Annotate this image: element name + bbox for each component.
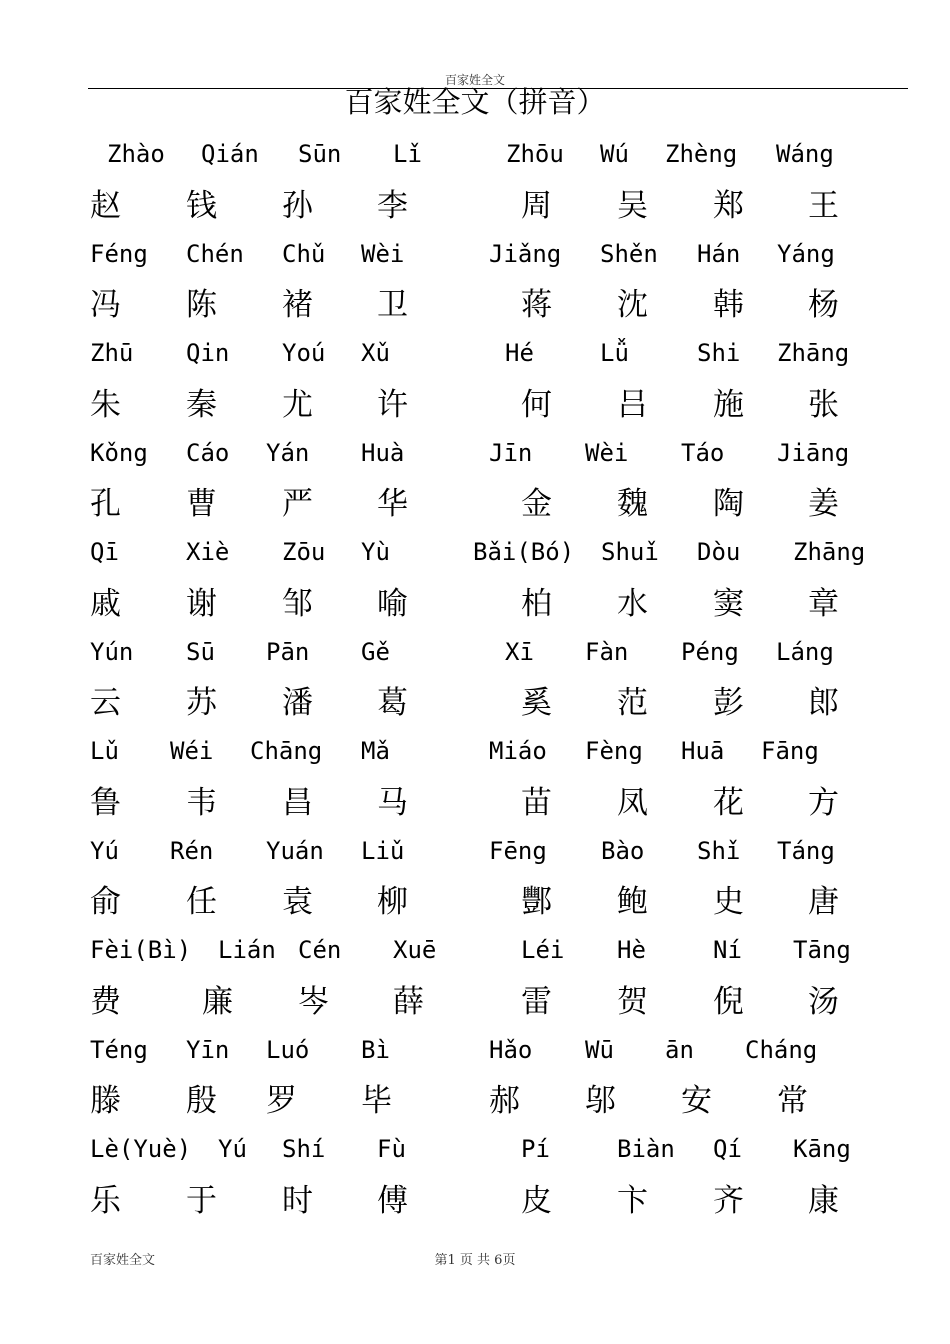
pinyin-cell: Yuán xyxy=(266,836,324,865)
pinyin-cell: Lǚ xyxy=(600,339,629,367)
pinyin-cell: Wèi xyxy=(361,239,405,268)
surname-cell: 潘 xyxy=(282,685,313,722)
pinyin-cell: Léi xyxy=(521,936,565,964)
surname-cell: 花 xyxy=(713,784,744,821)
surname-cell: 蒋 xyxy=(521,287,552,324)
hanzi-row xyxy=(0,881,950,931)
pinyin-cell: Tāng xyxy=(793,936,851,964)
pinyin-cell: Jiǎng xyxy=(489,239,562,268)
pinyin-row xyxy=(0,533,950,583)
surname-cell: 鲍 xyxy=(617,884,648,921)
pinyin-cell: Hán xyxy=(697,239,741,268)
pinyin-cell: Cháng xyxy=(745,1035,818,1064)
surname-cell: 冯 xyxy=(90,287,121,324)
pinyin-cell: Bǎi(Bó) xyxy=(473,538,575,566)
pinyin-cell: Hǎo xyxy=(489,1035,533,1064)
surname-cell: 齐 xyxy=(713,1182,744,1219)
pinyin-cell: Qin xyxy=(186,339,230,367)
document-title: 百家姓全文（拼音） xyxy=(344,85,606,119)
pinyin-cell: Wú xyxy=(600,140,629,168)
pinyin-row xyxy=(0,334,950,384)
surname-cell: 马 xyxy=(377,784,408,821)
surname-cell: 卞 xyxy=(617,1182,648,1219)
pinyin-cell: Mǎ xyxy=(361,737,390,765)
surname-cell: 廉 xyxy=(202,983,233,1020)
surname-cell: 陶 xyxy=(713,486,744,523)
surname-cell: 秦 xyxy=(186,386,217,423)
surname-cell: 皮 xyxy=(521,1182,552,1219)
pinyin-cell: Kǒng xyxy=(90,438,148,467)
pinyin-cell: Xuē xyxy=(393,936,437,964)
pinyin-row xyxy=(0,235,950,285)
surname-cell: 魏 xyxy=(617,486,648,523)
hanzi-row xyxy=(0,284,950,334)
pinyin-cell: Téng xyxy=(90,1035,148,1064)
pinyin-cell: Yú xyxy=(90,836,119,865)
surname-cell: 赵 xyxy=(90,187,121,224)
surname-cell: 尤 xyxy=(282,386,313,423)
hanzi-row xyxy=(0,682,950,732)
pinyin-row xyxy=(0,832,950,882)
surname-cell: 滕 xyxy=(90,1083,121,1120)
surname-cell: 邬 xyxy=(585,1083,616,1120)
surname-cell: 常 xyxy=(777,1083,808,1120)
pinyin-cell: Bào xyxy=(601,836,645,865)
surname-cell: 曹 xyxy=(186,486,217,523)
surname-cell: 朱 xyxy=(90,386,121,423)
surname-cell: 乐 xyxy=(90,1182,121,1219)
surname-cell: 奚 xyxy=(521,685,552,722)
pinyin-cell: Dòu xyxy=(697,538,741,566)
pinyin-cell: Cén xyxy=(298,936,342,964)
surname-cell: 史 xyxy=(713,884,744,921)
surname-cell: 薛 xyxy=(393,983,424,1020)
surname-cell: 鲁 xyxy=(90,784,121,821)
pinyin-row xyxy=(0,633,950,683)
surname-cell: 郝 xyxy=(489,1083,520,1120)
pinyin-cell: Shí xyxy=(282,1135,326,1163)
pinyin-cell: Sūn xyxy=(298,140,342,168)
surname-cell: 戚 xyxy=(90,585,121,622)
pinyin-cell: Shǐ xyxy=(697,836,741,865)
surname-cell: 雷 xyxy=(521,983,552,1020)
hanzi-row xyxy=(0,782,950,832)
surname-cell: 钱 xyxy=(186,187,217,224)
pinyin-cell: Yù xyxy=(361,538,390,566)
surname-cell: 水 xyxy=(617,585,648,622)
surname-cell: 柏 xyxy=(521,585,552,622)
surname-cell: 苗 xyxy=(521,784,552,821)
surname-cell: 袁 xyxy=(282,884,313,921)
pinyin-cell: Cáo xyxy=(186,438,230,467)
hanzi-row xyxy=(0,583,950,633)
surname-cell: 葛 xyxy=(377,685,408,722)
pinyin-cell: Fèng xyxy=(585,737,643,765)
hanzi-row xyxy=(0,1080,950,1130)
pinyin-cell: Fèi(Bì) xyxy=(90,936,192,964)
surname-cell: 酆 xyxy=(521,884,552,921)
pinyin-cell: Wéi xyxy=(170,737,214,765)
pinyin-cell: Ní xyxy=(713,936,742,964)
hanzi-row xyxy=(0,1180,950,1230)
pinyin-cell: Lè(Yuè) xyxy=(90,1135,192,1163)
surname-cell: 柳 xyxy=(377,884,408,921)
pinyin-cell: Luó xyxy=(266,1035,310,1064)
surname-grid xyxy=(0,135,950,1230)
pinyin-cell: Lǐ xyxy=(393,140,422,168)
pinyin-cell: Chén xyxy=(186,239,244,268)
pinyin-row xyxy=(0,434,950,484)
pinyin-cell: Zhèng xyxy=(665,140,738,168)
surname-cell: 贺 xyxy=(617,983,648,1020)
pinyin-row xyxy=(0,1130,950,1180)
surname-cell: 窦 xyxy=(713,585,744,622)
hanzi-row xyxy=(0,384,950,434)
surname-cell: 姜 xyxy=(808,486,839,523)
surname-cell: 张 xyxy=(808,386,839,423)
surname-cell: 王 xyxy=(808,187,839,224)
pinyin-cell: ān xyxy=(665,1035,694,1064)
pinyin-cell: Bì xyxy=(361,1035,390,1064)
hanzi-row xyxy=(0,185,950,235)
pinyin-cell: Yú xyxy=(218,1135,247,1163)
surname-cell: 谢 xyxy=(186,585,217,622)
pinyin-cell: Hé xyxy=(505,339,534,367)
surname-cell: 彭 xyxy=(713,685,744,722)
surname-cell: 傅 xyxy=(377,1182,408,1219)
pinyin-row xyxy=(0,931,950,981)
pinyin-cell: Miáo xyxy=(489,737,547,765)
hanzi-row xyxy=(0,483,950,533)
surname-cell: 唐 xyxy=(808,884,839,921)
pinyin-cell: Fēng xyxy=(489,836,547,865)
pinyin-cell: Pān xyxy=(266,637,310,666)
pinyin-row xyxy=(0,732,950,782)
pinyin-row xyxy=(0,1031,950,1081)
surname-cell: 凤 xyxy=(617,784,648,821)
surname-cell: 俞 xyxy=(90,884,121,921)
surname-cell: 时 xyxy=(282,1182,313,1219)
surname-cell: 章 xyxy=(808,585,839,622)
pinyin-cell: Zhū xyxy=(90,339,134,367)
pinyin-cell: Zhāng xyxy=(793,538,866,566)
pinyin-cell: Xiè xyxy=(186,538,230,566)
pinyin-cell: Jīn xyxy=(489,438,533,467)
pinyin-cell: Shěn xyxy=(600,239,658,268)
surname-cell: 吴 xyxy=(617,187,648,224)
pinyin-cell: Qián xyxy=(201,140,259,168)
pinyin-cell: Shi xyxy=(697,339,741,367)
pinyin-cell: Xǔ xyxy=(361,339,390,367)
surname-cell: 孔 xyxy=(90,486,121,523)
pinyin-cell: Yáng xyxy=(777,239,835,268)
surname-cell: 孙 xyxy=(282,187,313,224)
pinyin-cell: Kāng xyxy=(793,1135,851,1163)
pinyin-cell: Rén xyxy=(170,836,214,865)
surname-cell: 金 xyxy=(521,486,552,523)
pinyin-cell: Wèi xyxy=(585,438,629,467)
pinyin-cell: Yún xyxy=(90,637,134,666)
surname-cell: 喻 xyxy=(377,585,408,622)
surname-cell: 毕 xyxy=(361,1083,392,1120)
surname-cell: 华 xyxy=(377,486,408,523)
hanzi-row xyxy=(0,981,950,1031)
pinyin-cell: Táo xyxy=(681,438,725,467)
surname-cell: 严 xyxy=(282,486,313,523)
surname-cell: 李 xyxy=(377,187,408,224)
pinyin-cell: Chǔ xyxy=(282,239,326,268)
surname-cell: 任 xyxy=(186,884,217,921)
pinyin-cell: Xī xyxy=(505,637,534,666)
surname-cell: 倪 xyxy=(713,983,744,1020)
pinyin-cell: Táng xyxy=(777,836,835,865)
surname-cell: 殷 xyxy=(186,1083,217,1120)
surname-cell: 许 xyxy=(377,386,408,423)
pinyin-cell: Shuǐ xyxy=(601,538,659,566)
footer-page-number: 第1 页 共 6页 xyxy=(434,1253,516,1268)
pinyin-cell: Láng xyxy=(776,637,834,666)
pinyin-cell: Huà xyxy=(361,438,405,467)
pinyin-cell: Zhāng xyxy=(777,339,850,367)
pinyin-cell: Féng xyxy=(90,239,148,268)
pinyin-cell: Qī xyxy=(90,538,119,566)
pinyin-cell: Yán xyxy=(266,438,310,467)
surname-cell: 周 xyxy=(521,187,552,224)
pinyin-cell: Wū xyxy=(585,1035,614,1064)
pinyin-cell: Liǔ xyxy=(361,836,405,865)
surname-cell: 何 xyxy=(521,386,552,423)
pinyin-cell: Huā xyxy=(681,737,725,765)
pinyin-cell: Zhào xyxy=(107,140,165,168)
pinyin-cell: Yīn xyxy=(186,1035,230,1064)
surname-cell: 卫 xyxy=(377,287,408,324)
surname-cell: 褚 xyxy=(282,287,313,324)
surname-cell: 沈 xyxy=(617,287,648,324)
page-header: 百家姓全文 xyxy=(444,73,505,87)
pinyin-row xyxy=(0,135,950,185)
surname-cell: 罗 xyxy=(266,1083,297,1120)
surname-cell: 汤 xyxy=(808,983,839,1020)
pinyin-cell: Biàn xyxy=(617,1135,675,1163)
pinyin-cell: Yoú xyxy=(282,339,326,367)
pinyin-cell: Gě xyxy=(361,637,390,666)
surname-cell: 郎 xyxy=(808,685,839,722)
surname-cell: 杨 xyxy=(808,287,839,324)
surname-cell: 苏 xyxy=(186,685,217,722)
surname-cell: 范 xyxy=(617,685,648,722)
pinyin-cell: Zōu xyxy=(282,538,326,566)
surname-cell: 陈 xyxy=(186,287,217,324)
surname-cell: 岑 xyxy=(298,983,329,1020)
surname-cell: 费 xyxy=(90,983,121,1020)
pinyin-cell: Pí xyxy=(521,1135,550,1163)
pinyin-cell: Wáng xyxy=(776,140,834,168)
pinyin-cell: Lǔ xyxy=(90,737,119,765)
pinyin-cell: Fàn xyxy=(585,637,629,666)
surname-cell: 康 xyxy=(808,1182,839,1219)
surname-cell: 郑 xyxy=(713,187,744,224)
pinyin-cell: Jiāng xyxy=(777,438,850,467)
surname-cell: 云 xyxy=(90,685,121,722)
surname-cell: 韩 xyxy=(713,287,744,324)
surname-cell: 于 xyxy=(186,1182,217,1219)
pinyin-cell: Fù xyxy=(377,1135,406,1163)
surname-cell: 昌 xyxy=(282,784,313,821)
surname-cell: 吕 xyxy=(617,386,648,423)
pinyin-cell: Péng xyxy=(681,637,739,666)
footer-doc-name: 百家姓全文 xyxy=(90,1253,156,1268)
pinyin-cell: Chāng xyxy=(250,737,323,765)
pinyin-cell: Sū xyxy=(186,637,215,666)
surname-cell: 邹 xyxy=(282,585,313,622)
surname-cell: 方 xyxy=(808,784,839,821)
surname-cell: 韦 xyxy=(186,784,217,821)
pinyin-cell: Hè xyxy=(617,936,646,964)
pinyin-cell: Lián xyxy=(218,936,276,964)
pinyin-cell: Zhōu xyxy=(506,140,564,168)
surname-cell: 施 xyxy=(713,386,744,423)
surname-cell: 安 xyxy=(681,1083,712,1120)
pinyin-cell: Fāng xyxy=(761,737,819,765)
pinyin-cell: Qí xyxy=(713,1135,742,1163)
